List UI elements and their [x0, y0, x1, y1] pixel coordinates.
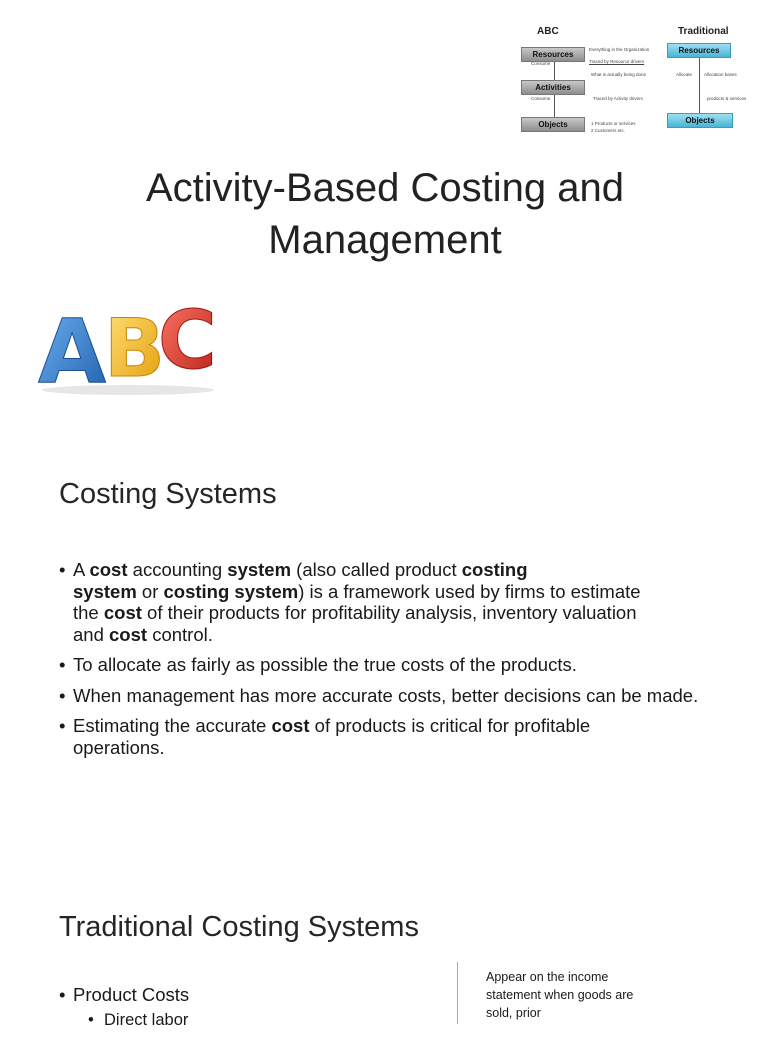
- logo-letter-b: B: [104, 302, 165, 395]
- abc-objects-box: Objects: [521, 117, 585, 132]
- slide-title-line-2: Management: [268, 218, 502, 262]
- label-allocation-bases: Allocation bases: [704, 72, 737, 77]
- label-allocate: Allocate: [676, 72, 693, 77]
- diagram-traditional-heading: Traditional: [678, 26, 729, 37]
- label-objects-2: 2 Customers etc.: [591, 128, 626, 133]
- product-costs-sublist: [88, 1010, 439, 1030]
- side-note-divider: [457, 962, 458, 1024]
- label-actually-done: What is actually being done: [591, 72, 647, 77]
- traditional-resources-box: Resources: [667, 43, 731, 58]
- abc-letters-logo: [36, 292, 220, 396]
- traditional-objects-box: Objects: [667, 113, 733, 128]
- logo-letter-c: C: [158, 294, 217, 387]
- abc-activities-box: Activities: [521, 80, 585, 95]
- sub-bullet-direct-labor: • Direct labor: [88, 1010, 439, 1030]
- costing-systems-list: [59, 559, 729, 767]
- slide-title-line-1: Activity-Based Costing and: [145, 166, 624, 210]
- diagram-abc-heading: ABC: [537, 26, 559, 37]
- label-consume-1: Consume: [531, 61, 551, 66]
- bullet-allocate-fairly: • To allocate as fairly as possible the true costs of the products.: [59, 654, 729, 676]
- bullet-product-costs: • Product Costs • Direct labor: [59, 984, 439, 1030]
- bullet-accurate-costs: • When management has more accurate costs, better decisions can be made.: [59, 685, 703, 707]
- abc-vs-traditional-diagram: [500, 20, 762, 140]
- label-traced-activity: Traced by Activity drivers: [593, 96, 643, 101]
- label-everything: Everything in the Organization: [589, 47, 650, 52]
- section-heading-traditional: Traditional Costing Systems: [59, 911, 419, 943]
- label-products-services: products & services: [707, 96, 747, 101]
- bullet-estimating-cost: • Estimating the accurate cost of products is critical for profitable operations.: [59, 715, 673, 758]
- label-consume-2: Consume: [531, 96, 551, 101]
- abc-resources-box: Resources: [521, 47, 585, 62]
- traditional-list: [59, 984, 439, 1039]
- side-note-income-statement: Appear on the income statement when goods are sold, prior: [486, 970, 634, 1020]
- slide-title: [60, 162, 710, 266]
- bullet-cost-accounting-system: • A cost accounting system (also called product costing system or costing system) is a framework used by firms to estimate the cost of their products for profitability analysis, inventory valuation and cost control.: [59, 559, 729, 645]
- section-heading-costing-systems: Costing Systems: [59, 478, 277, 510]
- label-traced-resource: Traced by Resource drivers: [589, 59, 645, 64]
- traditional-connector: [699, 58, 700, 114]
- label-objects-1: 1 Products or services: [591, 121, 636, 126]
- logo-letter-a: A: [38, 300, 107, 396]
